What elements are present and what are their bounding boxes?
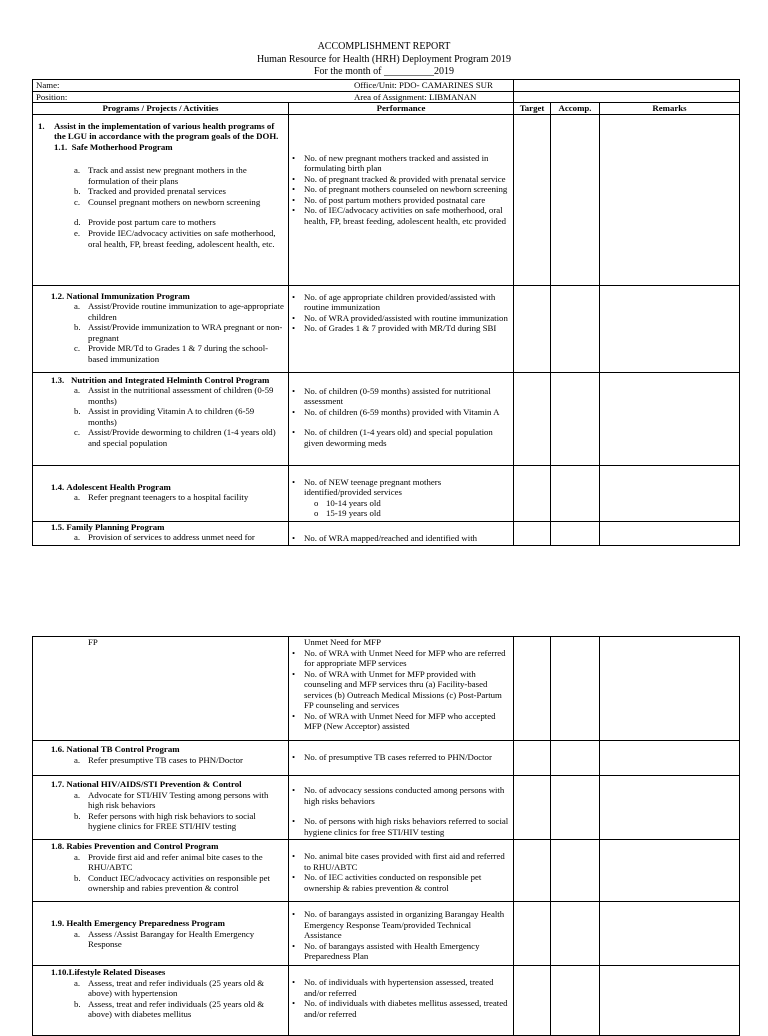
list-item: a. Assist in the nutritional assessment of children (0-59 months)	[74, 385, 274, 406]
accomp-cell[interactable]	[551, 637, 600, 741]
info-position-cell-right	[514, 91, 740, 103]
remarks-cell[interactable]	[600, 776, 740, 840]
list-item: • No. of children (0-59 months) assisted for nutritional assessment	[292, 385, 491, 407]
target-cell[interactable]	[514, 465, 551, 521]
programs-cell	[33, 372, 289, 465]
table-row	[33, 114, 740, 285]
section-title: 1.4. Adolescent Health Program	[51, 481, 171, 492]
list-item: b. Tracked and provided prenatal services	[74, 186, 226, 197]
accomp-cell[interactable]	[551, 840, 600, 902]
accomp-cell[interactable]	[551, 372, 600, 465]
col-header-performance: Performance	[289, 103, 514, 115]
section-title: 1.6. National TB Control Program	[51, 744, 180, 754]
accomp-cell[interactable]	[551, 966, 600, 1036]
section-title: 1.1. Safe Motherhood Program	[54, 141, 173, 152]
area-label: Area of Assignment: LIBMANAN	[354, 91, 477, 102]
table-row	[33, 902, 740, 966]
performance-cell	[289, 741, 514, 776]
month-prefix: For the month of	[314, 66, 382, 77]
name-row	[33, 80, 740, 92]
remarks-cell[interactable]	[600, 637, 740, 741]
list-item: • No. of presumptive TB cases referred to PHN/Doctor	[292, 752, 492, 762]
list-item: • No. of WRA with Unmet Need for MFP who accepted MFP (New Acceptor) assisted	[292, 710, 496, 732]
month-year: 2019	[434, 66, 454, 77]
accomp-cell[interactable]	[551, 741, 600, 776]
target-cell[interactable]	[514, 521, 551, 546]
accomp-cell[interactable]	[551, 776, 600, 840]
list-item: • No. of age appropriate children provided/assisted with routine immunization	[292, 291, 496, 313]
list-item: d. Provide post partum care to mothers	[74, 217, 216, 228]
target-cell[interactable]	[514, 966, 551, 1036]
table-row	[33, 776, 740, 840]
programs-cell	[33, 637, 289, 741]
table-row	[33, 637, 740, 741]
position-row	[33, 91, 740, 103]
performance-cell	[289, 465, 514, 521]
list-item: a. Assess, treat and refer individuals (25 years old & above) with hypertension	[74, 977, 265, 999]
section-title: 1.7. National HIV/AIDS/STI Prevention & Control	[51, 779, 242, 789]
info-position-cell	[33, 91, 514, 103]
performance-cell	[289, 966, 514, 1036]
list-item: a. Advocate for STI/HIV Testing among persons with high risk behaviors	[74, 789, 269, 811]
performance-cell	[289, 285, 514, 372]
remarks-cell[interactable]	[600, 902, 740, 966]
list-item: • No. of individuals with diabetes mellitus assessed, treated and/or referred	[292, 998, 508, 1019]
accomp-cell[interactable]	[551, 285, 600, 372]
list-item: • No. of post partum mothers provided postnatal care	[292, 194, 486, 205]
list-item: a. Assist/Provide routine immunization to age-appropriate children	[74, 301, 284, 322]
list-item: • No. animal bite cases provided with first aid and referred to RHU/ABTC	[292, 851, 505, 872]
remarks-cell[interactable]	[600, 840, 740, 902]
list-item: b. Assess, treat and refer individuals (25 years old & above) with diabetes mellitus	[74, 998, 265, 1020]
name-label: Name:	[36, 80, 60, 90]
target-cell[interactable]	[514, 285, 551, 372]
list-item: a. Provide first aid and refer animal bite cases to the RHU/ABTC	[74, 851, 263, 873]
section-title: 1.10.Lifestyle Related Diseases	[51, 967, 166, 978]
main-heading: 1. Assist in the implementation of various health programs of the LGU in accordance with the program goals of the DOH.	[38, 120, 279, 142]
performance-cell	[289, 114, 514, 285]
section-title: 1.9. Health Emergency Preparedness Program	[51, 918, 225, 929]
list-item: • No. of barangays assisted with Health Emergency Preparedness Plan	[292, 940, 480, 962]
fp-continuation: FP	[88, 637, 98, 647]
performance-cell	[289, 521, 514, 546]
accomp-cell[interactable]	[551, 902, 600, 966]
remarks-cell[interactable]	[600, 285, 740, 372]
table-row	[33, 840, 740, 902]
programs-cell	[33, 741, 289, 776]
list-item: b. Conduct IEC/advocacy activities on responsible pet ownership and rabies prevention & control	[74, 872, 270, 894]
col-header-programs: Programs / Projects / Activities	[33, 103, 289, 115]
list-item: c. Assist/Provide deworming to children (1-4 years old) and special population	[74, 427, 276, 448]
list-item: • No. of advocacy sessions conducted among persons with high risks behaviors	[292, 785, 505, 806]
report-table-page2	[32, 636, 740, 1036]
programs-cell	[33, 902, 289, 966]
info-name-cell	[33, 80, 514, 92]
table-row	[33, 285, 740, 372]
programs-cell	[33, 521, 289, 546]
list-item: o 10-14 years old	[314, 497, 381, 508]
performance-cell	[289, 776, 514, 840]
list-item: • No. of WRA provided/assisted with routine immunization	[292, 312, 508, 323]
performance-cell	[289, 840, 514, 902]
office-label: Office/Unit: PDO- CAMARINES SUR	[354, 80, 493, 90]
target-cell[interactable]	[514, 902, 551, 966]
target-cell[interactable]	[514, 637, 551, 741]
list-item: a. Provision of services to address unmet need for	[74, 532, 255, 543]
list-item: • No. of NEW teenage pregnant mothers identified/provided services	[292, 476, 442, 498]
position-label: Position:	[36, 91, 68, 102]
remarks-cell[interactable]	[600, 114, 740, 285]
programs-cell	[33, 285, 289, 372]
list-item: • No. of individuals with hypertension assessed, treated and/or referred	[292, 977, 494, 998]
remarks-cell[interactable]	[600, 372, 740, 465]
list-item: • No. of barangays assisted in organizing Barangay Health Emergency Response Team/provided Technical Assistance	[292, 909, 505, 941]
target-cell[interactable]	[514, 741, 551, 776]
list-item: • No. of WRA with Unmet for MFP provided with counseling and MFP services thru (a) Facility-based services (b) Outreach Medical Missions (c) Post-Partum FP counseling and services	[292, 668, 502, 711]
section-title: 1.2. National Immunization Program	[51, 290, 190, 301]
col-header-target: Target	[514, 103, 551, 115]
list-item: • No. of WRA mapped/reached and identified with	[292, 532, 478, 543]
list-item: o 15-19 years old	[314, 508, 381, 519]
list-item: • No. of pregnant mothers counseled on newborn screening	[292, 184, 508, 195]
performance-cell	[289, 372, 514, 465]
report-month	[0, 66, 768, 78]
col-header-accomp: Accomp.	[551, 103, 600, 115]
accomp-cell[interactable]	[551, 521, 600, 546]
table-row	[33, 966, 740, 1036]
section-title: 1.5. Family Planning Program	[51, 521, 165, 532]
list-item: a. Track and assist new pregnant mothers in the formulation of their plans	[74, 165, 247, 186]
programs-cell	[33, 465, 289, 521]
section-title: 1.8. Rabies Prevention and Control Program	[51, 841, 219, 852]
list-item: • No. of Grades 1 & 7 provided with MR/Td during SBI	[292, 323, 497, 334]
table-row	[33, 741, 740, 776]
list-item: • No. of pregnant tracked & provided with prenatal service	[292, 173, 506, 184]
list-item: a. Refer presumptive TB cases to PHN/Doctor	[74, 754, 243, 765]
target-cell[interactable]	[514, 372, 551, 465]
list-item: c. Counsel pregnant mothers on newborn screening	[74, 196, 261, 207]
remarks-cell[interactable]	[600, 465, 740, 521]
list-item: a. Assess /Assist Barangay for Health Emergency Response	[74, 928, 255, 950]
list-item: • No. of new pregnant mothers tracked and assisted in formulating birth plan	[292, 152, 489, 174]
table-row	[33, 521, 740, 546]
month-blank: __________	[384, 66, 434, 77]
remarks-cell[interactable]	[600, 966, 740, 1036]
performance-cell	[289, 637, 514, 741]
list-item: • No. of persons with high risks behaviors referred to social hygiene clinics for free STI/HIV testing	[292, 816, 509, 837]
target-cell[interactable]	[514, 114, 551, 285]
programs-cell	[33, 114, 289, 285]
target-cell[interactable]	[514, 840, 551, 902]
perf-lead: Unmet Need for MFP	[304, 637, 381, 647]
list-item: • No. of children (1-4 years old) and special population given deworming meds	[292, 427, 493, 448]
col-header-remarks: Remarks	[600, 103, 740, 115]
report-title: ACCOMPLISHMENT REPORT	[317, 41, 451, 52]
list-item: • No. of IEC/advocacy activities on safe motherhood, oral health, FP, breast feeding, adolescent health, etc provided	[292, 205, 507, 226]
table-row	[33, 465, 740, 521]
column-header-row	[33, 103, 740, 115]
remarks-cell[interactable]	[600, 521, 740, 546]
report-table-page1	[32, 79, 740, 546]
remarks-cell[interactable]	[600, 741, 740, 776]
list-item: c. Provide MR/Td to Grades 1 & 7 during the school-based immunization	[74, 343, 269, 364]
performance-cell	[289, 902, 514, 966]
programs-cell	[33, 840, 289, 902]
list-item: • No. of WRA with Unmet Need for MFP who are referred for appropriate MFP services	[292, 647, 506, 669]
list-item: b. Assist in providing Vitamin A to children (6-59 months)	[74, 406, 255, 427]
table-row	[33, 372, 740, 465]
list-item: a. Refer pregnant teenagers to a hospital facility	[74, 492, 249, 503]
list-item: b. Assist/Provide immunization to WRA pregnant or non-pregnant	[74, 322, 283, 343]
section-title: 1.3. Nutrition and Integrated Helminth Control Program	[51, 374, 270, 385]
accomp-cell[interactable]	[551, 114, 600, 285]
list-item: • No. of IEC activities conducted on responsible pet ownership & rabies prevention & control	[292, 872, 482, 893]
list-item: • No. of children (6-59 months) provided with Vitamin A	[292, 406, 500, 417]
list-item: e. Provide IEC/advocacy activities on safe motherhood, oral health, FP, breast feeding, adolescent health, etc.	[74, 228, 276, 249]
programs-cell	[33, 966, 289, 1036]
programs-cell	[33, 776, 289, 840]
list-item: b. Refer persons with high risk behaviors to social hygiene clinics for FREE STI/HIV testing	[74, 810, 256, 832]
info-name-cell-right	[514, 80, 740, 92]
report-subtitle: Human Resource for Health (HRH) Deployment Program 2019	[256, 54, 512, 65]
accomp-cell[interactable]	[551, 465, 600, 521]
target-cell[interactable]	[514, 776, 551, 840]
